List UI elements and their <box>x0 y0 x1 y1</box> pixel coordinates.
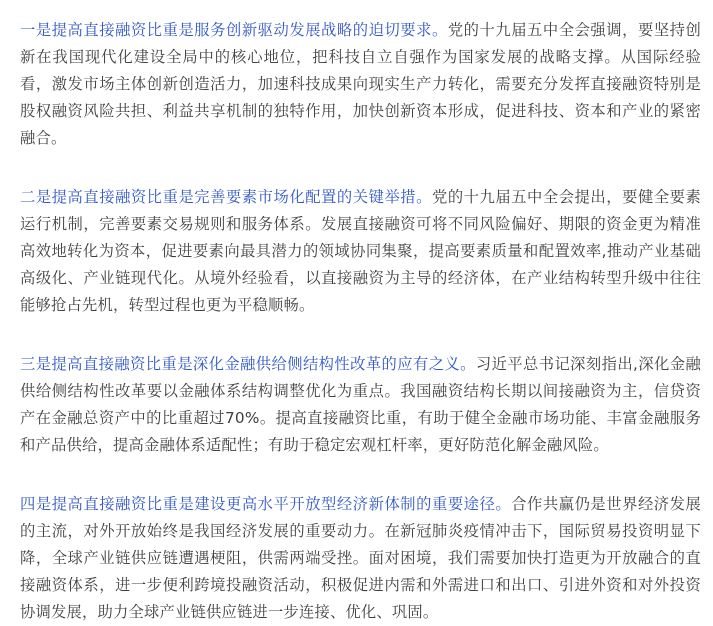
paragraph-4-text: 合作共赢仍是世界经济发展的主流，对外开放始终是我国经济发展的重要动力。在新冠肺炎疫情冲击下，国际贸易投资明显下降，全球产业链供应链遭遇梗阻，供需两端受挫。面对困境，我们需要加快打造更为开放融合的直接融资体系，进一步便利跨境投融资活动，积极促进内需和外需进口和出口、引进外资和对外投资协调发展，助力全球产业链供应链进一步连接、优化、巩固。 <box>20 495 701 621</box>
paragraph-3-lead: 三是提高直接融资比重是深化金融供给侧结构性改革的应有之义。 <box>20 355 476 373</box>
paragraph-4-lead: 四是提高直接融资比重是建设更高水平开放型经济新体制的重要途径。 <box>20 495 512 513</box>
paragraph-2-text: 党的十九届五中全会提出，要健全要素运行机制，完善要素交易规则和服务体系。发展直接融资可将不同风险偏好、期限的资金更为精准高效地转化为资本，促进要素向最具潜力的领域协同集聚，提高要素质量和配置效率,推动产业基础高级化、产业链现代化。从境外经验看，以直接融资为主导的经济体，在产业结构转型升级中往往能够抢占先机，转型过程也更为平稳顺畅。 <box>20 188 702 314</box>
paragraph-2 <box>20 184 701 319</box>
paragraph-3 <box>20 351 701 459</box>
paragraph-4 <box>20 491 701 626</box>
paragraph-1 <box>20 17 701 152</box>
paragraph-2-lead: 二是提高直接融资比重是完善要素市场化配置的关键举措。 <box>20 188 432 206</box>
paragraph-1-lead: 一是提高直接融资比重是服务创新驱动发展战略的迫切要求。 <box>20 21 448 39</box>
paragraph-3-text: 习近平总书记深刻指出,深化金融供给侧结构性改革要以金融体系结构调整优化为重点。我国融资结构长期以间接融资为主，信贷资产在金融总资产中的比重超过70%。提高直接融资比重，有助于健全金融市场功能、丰富金融服务和产品供给，提高金融体系适配性；有助于稳定宏观杠杆率，更好防范化解金融风险。 <box>20 355 701 454</box>
paragraph-1-text: 党的十九届五中全会强调，要坚持创新在我国现代化建设全局中的核心地位，把科技自立自强作为国家发展的战略支撑。从国际经验看，激发市场主体创新创造活力，加速科技成果向现实生产力转化，需要充分发挥直接融资特别是股权融资风险共担、利益共享机制的独特作用，加快创新资本形成，促进科技、资本和产业的紧密融合。 <box>20 21 702 147</box>
